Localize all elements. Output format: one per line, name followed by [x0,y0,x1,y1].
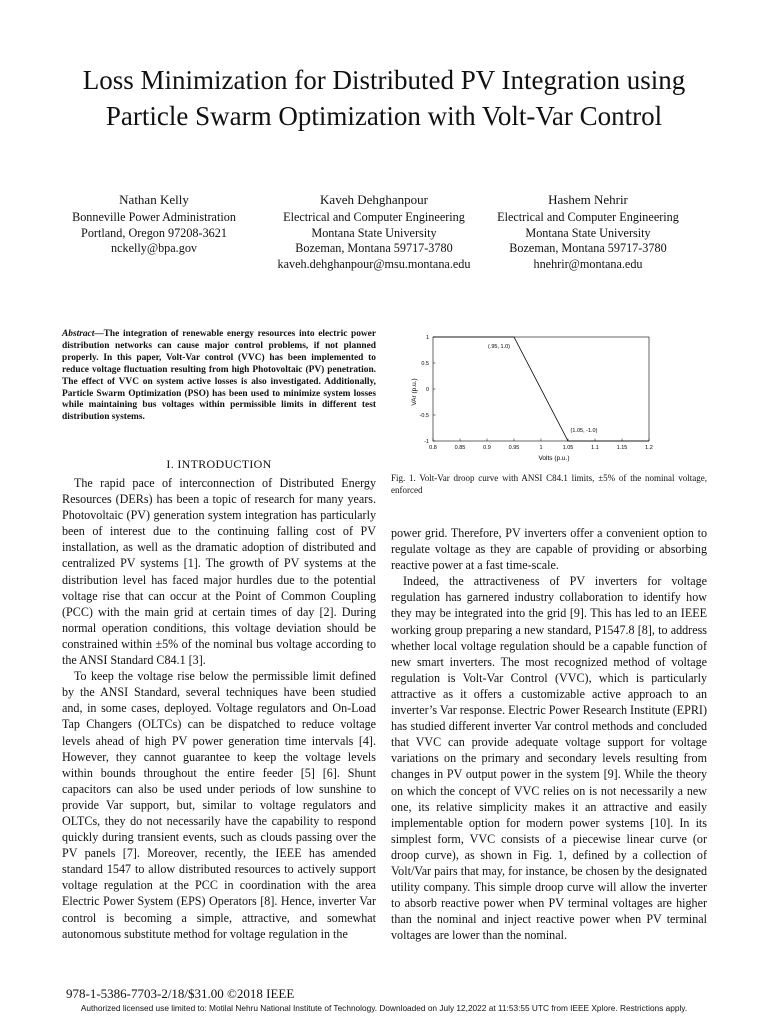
x-axis-label: Volts (p.u.) [538,455,570,462]
author-university: Montana State University [525,225,651,240]
x-tick-label: 1.05 [562,445,574,451]
y-tick-label: -0.5 [419,413,429,419]
paragraph: Indeed, the attractiveness of PV inverters for voltage regulation has garnered industry collaboration to identify how they may be integrated into the grid [9]. This has led to an IEEE working group preparing a new standard, P1547.8 [8], to address whether local voltage regulation should be a capable function of new smart inverters. The most recognized method of voltage regulation is Volt-Var Control (VVC), which is particularly attractive as it offers a customizable active approach to an inverter’s Var response. Electric Power Research Institute (EPRI) has studied different inverter Var control methods and concluded that VVC can provide adequate voltage support for voltage variations on the primary and secondary levels resulting from changes in PV output power in the system [9]. While the theory on which the concept of VVC relies on is not necessarily a new one, its relative simplicity makes it an attractive and easily implementable option for modern power systems [10]. In its simplest form, VVC consists of a piecewise linear curve (or droop curve), as shown in Fig. 1, defined by a collection of Volt/Var pairs that may, for instance, be chosen by the designated utility company. This simple droop curve will allow the inverter to absorb reactive power when PV terminal voltages are higher than the nominal and inject reactive power when PV terminal voltages are lower than the nominal. [391,574,707,943]
author-affiliation: Electrical and Computer Engineering [283,209,465,224]
abstract-label: Abstract [62,329,95,339]
author-affiliation: Electrical and Computer Engineering [497,209,679,224]
author-name: Hashem Nehrir [548,192,628,207]
y-tick-label: 1 [425,335,429,341]
y-tick-label: 0.5 [421,361,429,367]
copyright-notice: 978-1-5386-7703-2/18/$31.00 ©2018 IEEE [66,986,295,1001]
download-notice: Authorized licensed use limited to: Motilal Nehru National Institute of Technology. Downloaded on July 12,2022 at 11:53:55 UTC from IEEE Xplore. Restrictions apply. [80,1003,688,1013]
body-column-right [391,525,707,943]
x-tick-label: 1.15 [616,445,628,451]
abstract-text: —The integration of renewable energy resources into electric power distribution networks can cause major control problems, if not planned properly. In this paper, Volt-Var control (VVC) has been implemented to reduce voltage fluctuation resulting from high Photovoltaic (PV) penetration. The effect of VVC on system active losses is also investigated. Additionally, Particle Swarm Optimization (PSO) has been used to minimize system losses while maintaining bus voltages within permissible limits in different test distribution systems. [62,329,376,423]
annotation-label: (.95, 1.0) [487,344,511,350]
abstract [62,329,376,424]
author-address: Bozeman, Montana 59717-3780 [295,241,453,256]
author-block-3 [488,192,688,273]
figure-caption: Fig. 1. Volt-Var droop curve with ANSI C84.1 limits, ±5% of the nominal voltage, enforced [391,473,707,495]
section-heading: I. INTRODUCTION [166,457,272,471]
author-affiliation: Bonneville Power Administration [72,209,236,224]
author-university: Montana State University [311,225,437,240]
y-tick-label: 0 [425,387,429,393]
paragraph: The rapid pace of interconnection of Distributed Energy Resources (DERs) has been a topic of research for many years. Photovoltaic (PV) generation system integration has particularly been of interest due to the continuing falling cost of PV installation, as well as the dramatic adoption of distributed and centralized PV systems [1]. The growth of PV systems at the distribution level has faced major hurdles due to the potential voltage rise that can occur at the Point of Common Coupling (PCC) with the main grid at certain times of day [2]. During normal operation conditions, this voltage deviation should be constrained within ±5% of the nominal bus voltage according to the ANSI Standard C84.1 [3]. [62,476,376,668]
x-tick-label: 1 [539,445,543,451]
x-tick-label: 0.95 [508,445,520,451]
y-axis-label: VAr (p.u.) [411,378,418,406]
author-name: Kaveh Dehghanpour [320,192,428,207]
paragraph: power grid. Therefore, PV inverters offer a convenient option to regulate voltage as they are capable of providing or absorbing reactive power at a fast time-scale. [391,526,707,573]
paragraph: To keep the voltage rise below the permissible limit defined by the ANSI Standard, several techniques have been studied and, in some cases, deployed. Voltage regulators and On-Load Tap Changers (OLTCs) can be dispatched to reduce voltage levels ahead of high PV power generation time intervals [4]. However, they cannot guarantee to keep the voltage levels within bounds throughout the entire feeder [5] [6]. Shunt capacitors can also be used under periods of low sunshine to provide Var support, but, similar to voltage regulators and OLTCs, they do not necessarily have the capability to respond quickly during transient events, such as clouds passing over the PV panels [7]. Moreover, recently, the IEEE has amended standard 1547 to allow distributed resources to actively support voltage regulation at the PCC in coordination with the area Electric Power System (EPS) Operators [8]. Hence, inverter Var control is becoming a simple, attractive, and somewhat autonomous substitute method for voltage regulation in the [62,669,376,941]
x-tick-label: 0.9 [483,445,491,451]
author-email: hnehrir@montana.edu [533,257,643,272]
author-address: Portland, Oregon 97208-3621 [81,225,227,240]
x-tick-label: 1.2 [645,445,653,451]
x-tick-label: 0.85 [454,445,466,451]
paper-title: Loss Minimization for Distributed PV Integration using Particle Swarm Optimization with Volt-Var Control [82,65,686,131]
author-block-2 [268,192,480,273]
x-tick-label: 0.8 [429,445,437,451]
annotation-label: (1.05, -1.0) [570,428,598,434]
x-tick-label: 1.1 [591,445,599,451]
author-block-1 [70,192,238,257]
body-column-left [62,475,376,942]
author-email: nckelly@bpa.gov [110,241,198,256]
plot-area [420,335,653,451]
volt-var-chart [391,330,707,466]
author-name: Nathan Kelly [119,192,189,207]
author-email: kaveh.dehghanpour@msu.montana.edu [277,257,471,272]
y-tick-label: -1 [424,439,429,445]
author-address: Bozeman, Montana 59717-3780 [509,241,667,256]
